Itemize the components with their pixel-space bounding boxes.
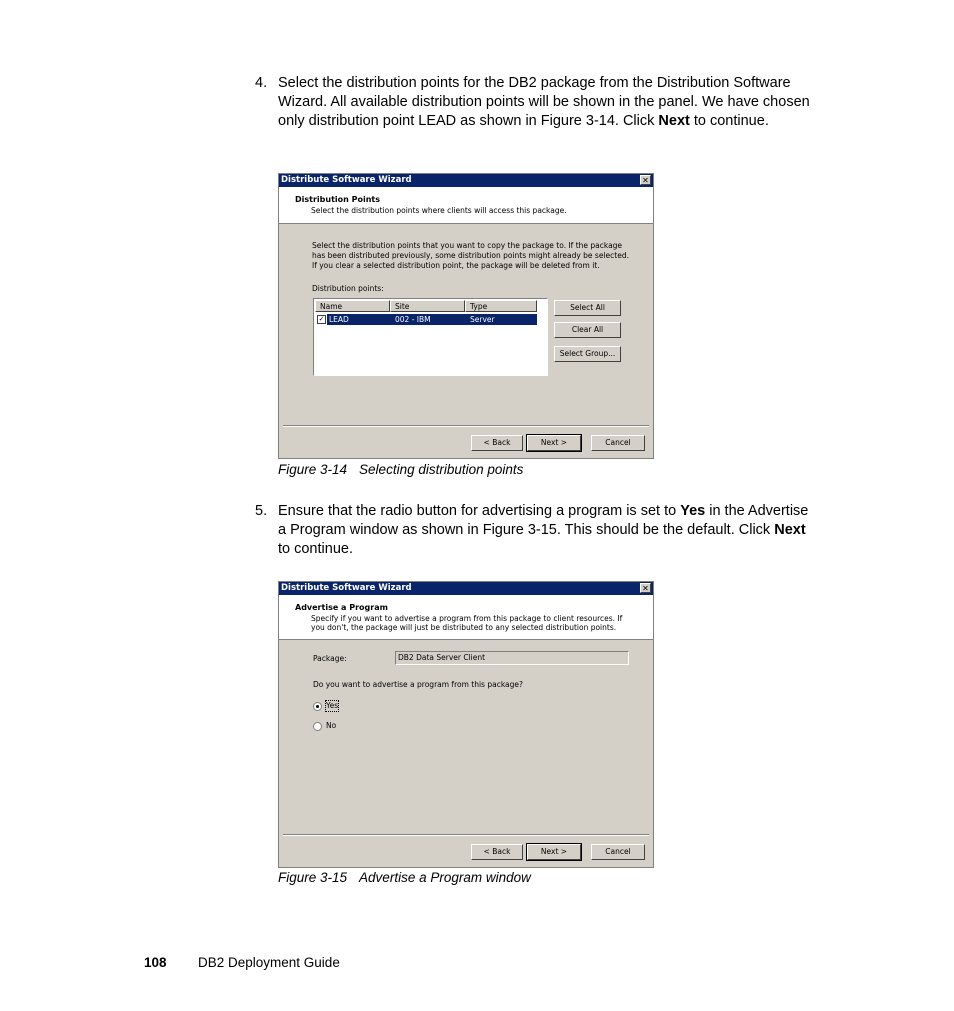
header-subtitle: Specify if you want to advertise a program from this package to client resources. If you don't, the package will just be distributed to any selected distribution points.: [311, 614, 623, 632]
header-title: Advertise a Program: [295, 603, 388, 612]
step-text: [278, 74, 815, 131]
close-icon[interactable]: ✕: [640, 175, 651, 185]
title-bar: [279, 582, 653, 595]
row-type: Server: [470, 315, 495, 324]
cancel-button[interactable]: Cancel: [591, 435, 645, 451]
step-number: 4.: [255, 75, 268, 91]
select-group-button[interactable]: Select Group...: [554, 346, 621, 362]
advertise-program-dialog: [278, 581, 654, 868]
advertise-question: Do you want to advertise a program from this package?: [313, 680, 523, 689]
caption-text: Advertise a Program window: [359, 870, 531, 885]
wizard-header: [279, 595, 653, 640]
radio-yes-label[interactable]: Yes: [326, 701, 339, 710]
caption-label: Figure 3-15: [278, 870, 348, 885]
window-title: Distribute Software Wizard: [281, 583, 412, 593]
list-label: Distribution points:: [312, 284, 384, 293]
step-4: [255, 74, 815, 131]
back-button[interactable]: < Back: [471, 844, 523, 860]
bold-next: Next: [658, 113, 690, 129]
step-text-part: to continue.: [278, 541, 353, 557]
package-field: DB2 Data Server Client: [395, 651, 629, 665]
bold-yes: Yes: [680, 503, 706, 519]
back-button[interactable]: < Back: [471, 435, 523, 451]
row-name: LEAD: [329, 315, 349, 324]
window-title: Distribute Software Wizard: [281, 175, 412, 185]
row-site: 002 - IBM: [395, 315, 431, 324]
radio-no-label[interactable]: No: [326, 721, 337, 730]
checkbox[interactable]: ✓: [318, 315, 325, 323]
distribution-points-dialog: [278, 173, 654, 459]
step-text-part: Ensure that the radio button for advertising a program is set to: [278, 503, 681, 519]
close-icon[interactable]: ✕: [640, 583, 651, 593]
step-text-part: to continue.: [689, 113, 769, 129]
step-number: 5.: [255, 503, 268, 519]
caption-text: Selecting distribution points: [359, 462, 524, 477]
next-button[interactable]: Next >: [527, 435, 581, 451]
next-button[interactable]: Next >: [527, 844, 581, 860]
figure-caption: [278, 462, 523, 477]
wizard-header: [279, 187, 653, 224]
header-subtitle: Select the distribution points where clients will access this package.: [311, 206, 567, 215]
divider: [283, 425, 649, 427]
cancel-button[interactable]: Cancel: [591, 844, 645, 860]
caption-label: Figure 3-14: [278, 462, 348, 477]
book-title: DB2 Deployment Guide: [198, 955, 340, 970]
list-header: [315, 300, 537, 312]
page-number: 108: [144, 955, 167, 970]
step-text-part: Select the distribution points for the DB2 package from the Distribution Software Wizard. All available distribution points will be shown in the panel. We have chosen only distribution point LEAD as shown in Figure 3-14. Click: [278, 75, 810, 129]
description-text: Select the distribution points that you want to copy the package to. If the package has been distributed previously, some distribution points might already be selected. If you clear a selected distribution point, the package will be deleted from it.: [312, 241, 629, 270]
step-5: [255, 502, 815, 559]
column-site[interactable]: Site: [390, 300, 465, 312]
radio-yes[interactable]: [313, 702, 322, 711]
title-bar: [279, 174, 653, 187]
step-text: [278, 502, 815, 559]
column-name[interactable]: Name: [315, 300, 390, 312]
select-all-button[interactable]: Select All: [554, 300, 621, 316]
package-label: Package:: [313, 654, 347, 663]
radio-no[interactable]: [313, 722, 322, 731]
divider: [283, 834, 649, 836]
clear-all-button[interactable]: Clear All: [554, 322, 621, 338]
step-text-part: in the Advertise a Program window as shown in Figure 3-15. This should be the default. Click: [278, 503, 809, 538]
header-title: Distribution Points: [295, 195, 381, 204]
selection-highlight: [327, 314, 537, 325]
distribution-points-list[interactable]: [313, 298, 548, 376]
bold-next: Next: [774, 522, 806, 538]
column-type[interactable]: Type: [465, 300, 537, 312]
page-footer: [144, 955, 340, 970]
radio-dot: [316, 705, 319, 708]
list-item[interactable]: [315, 314, 537, 325]
figure-caption: [278, 870, 531, 885]
